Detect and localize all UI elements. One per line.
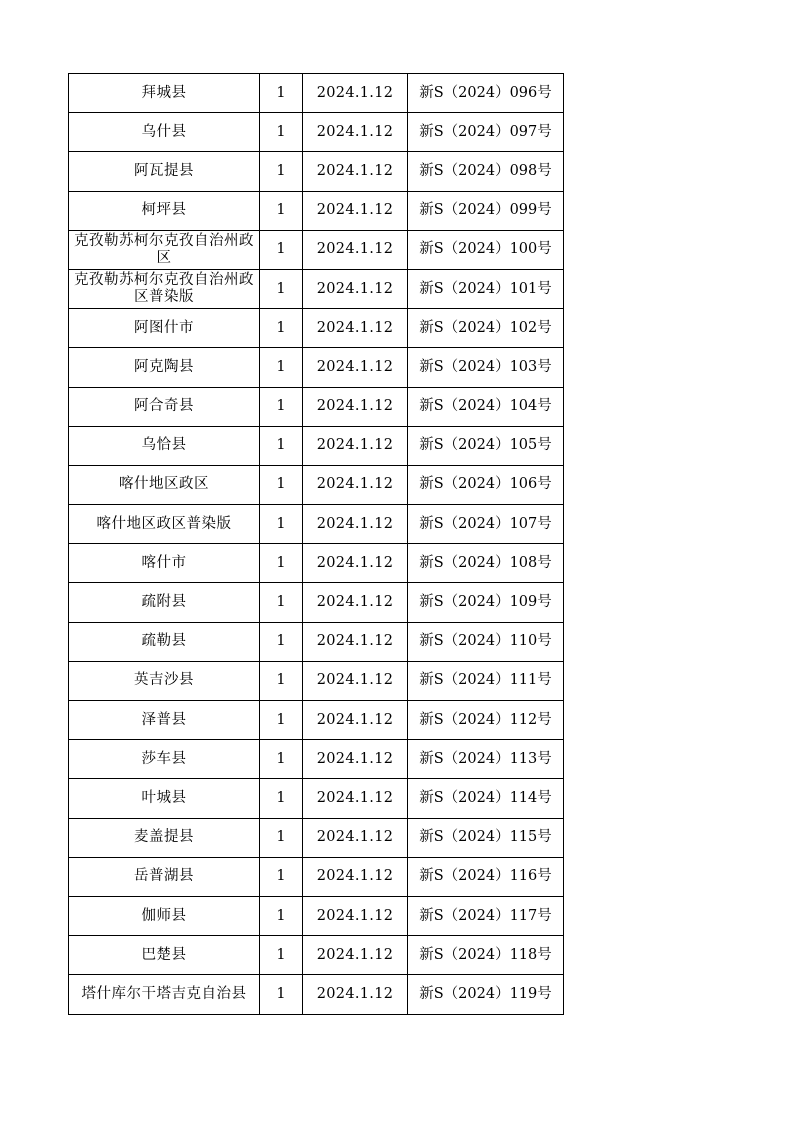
date-cell: 2024.1.12 [303, 818, 408, 857]
approval-number-cell: 新S（2024）109号 [408, 583, 564, 622]
date-cell: 2024.1.12 [303, 975, 408, 1014]
table-row [69, 779, 564, 818]
quantity-cell: 1 [260, 348, 303, 387]
date-cell: 2024.1.12 [303, 348, 408, 387]
quantity-cell: 1 [260, 74, 303, 113]
date-cell: 2024.1.12 [303, 309, 408, 348]
approval-number-cell: 新S（2024）113号 [408, 740, 564, 779]
table-row [69, 465, 564, 504]
date-cell: 2024.1.12 [303, 857, 408, 896]
approval-number-cell: 新S（2024）101号 [408, 269, 564, 308]
approval-number-cell: 新S（2024）107号 [408, 505, 564, 544]
quantity-cell: 1 [260, 465, 303, 504]
date-cell: 2024.1.12 [303, 896, 408, 935]
table-row [69, 348, 564, 387]
table-row [69, 896, 564, 935]
date-cell: 2024.1.12 [303, 701, 408, 740]
region-name-cell: 岳普湖县 [69, 857, 260, 896]
quantity-cell: 1 [260, 857, 303, 896]
region-name-cell: 疏附县 [69, 583, 260, 622]
approval-number-cell: 新S（2024）117号 [408, 896, 564, 935]
region-name-cell: 塔什库尔干塔吉克自治县 [69, 975, 260, 1014]
region-name-cell: 喀什市 [69, 544, 260, 583]
approval-number-cell: 新S（2024）096号 [408, 74, 564, 113]
date-cell: 2024.1.12 [303, 936, 408, 975]
table-row [69, 309, 564, 348]
approval-number-cell: 新S（2024）103号 [408, 348, 564, 387]
table-row [69, 701, 564, 740]
quantity-cell: 1 [260, 191, 303, 230]
approval-number-cell: 新S（2024）115号 [408, 818, 564, 857]
date-cell: 2024.1.12 [303, 230, 408, 269]
date-cell: 2024.1.12 [303, 583, 408, 622]
region-name-cell: 疏勒县 [69, 622, 260, 661]
region-name-cell: 克孜勒苏柯尔克孜自治州政区普染版 [69, 269, 260, 308]
table-row [69, 74, 564, 113]
table-row [69, 622, 564, 661]
date-cell: 2024.1.12 [303, 269, 408, 308]
quantity-cell: 1 [260, 975, 303, 1014]
approval-number-cell: 新S（2024）118号 [408, 936, 564, 975]
table-row [69, 113, 564, 152]
quantity-cell: 1 [260, 622, 303, 661]
region-name-cell: 阿瓦提县 [69, 152, 260, 191]
date-cell: 2024.1.12 [303, 779, 408, 818]
table-row [69, 583, 564, 622]
date-cell: 2024.1.12 [303, 544, 408, 583]
table-row [69, 857, 564, 896]
quantity-cell: 1 [260, 701, 303, 740]
quantity-cell: 1 [260, 113, 303, 152]
approval-number-cell: 新S（2024）099号 [408, 191, 564, 230]
table-row [69, 936, 564, 975]
date-cell: 2024.1.12 [303, 740, 408, 779]
table-row [69, 387, 564, 426]
quantity-cell: 1 [260, 661, 303, 700]
approval-number-cell: 新S（2024）108号 [408, 544, 564, 583]
date-cell: 2024.1.12 [303, 465, 408, 504]
date-cell: 2024.1.12 [303, 74, 408, 113]
region-name-cell: 喀什地区政区 [69, 465, 260, 504]
quantity-cell: 1 [260, 387, 303, 426]
approval-number-cell: 新S（2024）106号 [408, 465, 564, 504]
table-row [69, 975, 564, 1014]
approval-number-cell: 新S（2024）098号 [408, 152, 564, 191]
quantity-cell: 1 [260, 779, 303, 818]
date-cell: 2024.1.12 [303, 387, 408, 426]
date-cell: 2024.1.12 [303, 113, 408, 152]
date-cell: 2024.1.12 [303, 152, 408, 191]
date-cell: 2024.1.12 [303, 191, 408, 230]
region-name-cell: 喀什地区政区普染版 [69, 505, 260, 544]
table-row [69, 661, 564, 700]
date-cell: 2024.1.12 [303, 505, 408, 544]
quantity-cell: 1 [260, 896, 303, 935]
approval-number-cell: 新S（2024）102号 [408, 309, 564, 348]
quantity-cell: 1 [260, 740, 303, 779]
region-name-cell: 乌恰县 [69, 426, 260, 465]
approval-number-cell: 新S（2024）110号 [408, 622, 564, 661]
quantity-cell: 1 [260, 152, 303, 191]
region-name-cell: 麦盖提县 [69, 818, 260, 857]
region-name-cell: 拜城县 [69, 74, 260, 113]
approval-number-cell: 新S（2024）111号 [408, 661, 564, 700]
approval-number-cell: 新S（2024）100号 [408, 230, 564, 269]
region-name-cell: 泽普县 [69, 701, 260, 740]
table-row [69, 426, 564, 465]
approval-number-cell: 新S（2024）097号 [408, 113, 564, 152]
region-name-cell: 阿图什市 [69, 309, 260, 348]
region-name-cell: 阿合奇县 [69, 387, 260, 426]
table-row [69, 152, 564, 191]
quantity-cell: 1 [260, 818, 303, 857]
quantity-cell: 1 [260, 583, 303, 622]
approval-number-cell: 新S（2024）112号 [408, 701, 564, 740]
quantity-cell: 1 [260, 936, 303, 975]
quantity-cell: 1 [260, 230, 303, 269]
table-row [69, 191, 564, 230]
region-name-cell: 克孜勒苏柯尔克孜自治州政区 [69, 230, 260, 269]
approval-number-cell: 新S（2024）104号 [408, 387, 564, 426]
table-row [69, 818, 564, 857]
region-name-cell: 叶城县 [69, 779, 260, 818]
region-name-cell: 柯坪县 [69, 191, 260, 230]
quantity-cell: 1 [260, 269, 303, 308]
date-cell: 2024.1.12 [303, 661, 408, 700]
approval-number-cell: 新S（2024）116号 [408, 857, 564, 896]
region-name-cell: 巴楚县 [69, 936, 260, 975]
table-row [69, 269, 564, 308]
table-row [69, 740, 564, 779]
quantity-cell: 1 [260, 426, 303, 465]
approval-number-cell: 新S（2024）105号 [408, 426, 564, 465]
table-row [69, 230, 564, 269]
table-body [69, 74, 564, 1015]
table-row [69, 505, 564, 544]
approval-table [68, 73, 564, 1015]
region-name-cell: 阿克陶县 [69, 348, 260, 387]
quantity-cell: 1 [260, 309, 303, 348]
date-cell: 2024.1.12 [303, 622, 408, 661]
approval-number-cell: 新S（2024）119号 [408, 975, 564, 1014]
region-name-cell: 英吉沙县 [69, 661, 260, 700]
region-name-cell: 伽师县 [69, 896, 260, 935]
quantity-cell: 1 [260, 544, 303, 583]
approval-number-cell: 新S（2024）114号 [408, 779, 564, 818]
region-name-cell: 乌什县 [69, 113, 260, 152]
region-name-cell: 莎车县 [69, 740, 260, 779]
date-cell: 2024.1.12 [303, 426, 408, 465]
table-row [69, 544, 564, 583]
quantity-cell: 1 [260, 505, 303, 544]
